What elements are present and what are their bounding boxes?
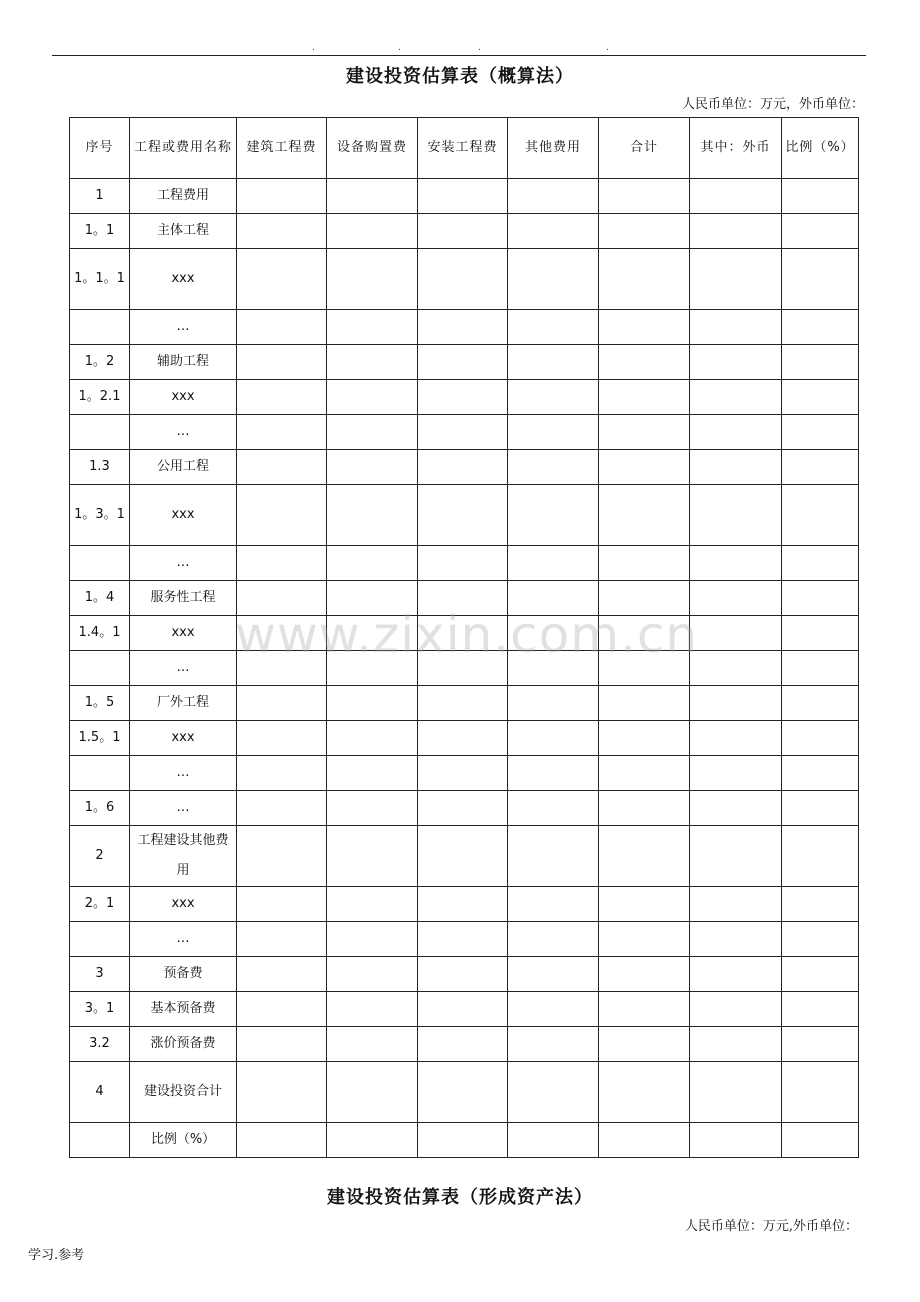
empty-cell: [782, 616, 859, 651]
column-header: 其他费用: [508, 118, 599, 179]
table-row: [70, 380, 859, 415]
empty-cell: [418, 415, 508, 450]
empty-cell: [508, 179, 599, 214]
empty-cell: [418, 791, 508, 826]
empty-cell: [508, 756, 599, 791]
empty-cell: [237, 179, 327, 214]
row-name: 建设投资合计: [130, 1062, 237, 1123]
empty-cell: [782, 756, 859, 791]
empty-cell: [418, 651, 508, 686]
empty-cell: [327, 1123, 418, 1158]
empty-cell: [418, 887, 508, 922]
column-header: 序号: [70, 118, 130, 179]
empty-cell: [690, 214, 782, 249]
empty-cell: [690, 485, 782, 546]
empty-cell: [327, 957, 418, 992]
row-number: 2。1: [70, 887, 130, 922]
empty-cell: [327, 721, 418, 756]
empty-cell: [782, 686, 859, 721]
empty-cell: [508, 887, 599, 922]
empty-cell: [782, 345, 859, 380]
empty-cell: [508, 957, 599, 992]
estimate-table: [69, 117, 859, 1158]
row-number: 3。1: [70, 992, 130, 1027]
empty-cell: [508, 345, 599, 380]
row-number: 3.2: [70, 1027, 130, 1062]
empty-cell: [327, 756, 418, 791]
empty-cell: [508, 415, 599, 450]
empty-cell: [782, 546, 859, 581]
empty-cell: [327, 1062, 418, 1123]
table-row: [70, 791, 859, 826]
empty-cell: [327, 345, 418, 380]
empty-cell: [599, 179, 690, 214]
empty-cell: [599, 546, 690, 581]
empty-cell: [418, 686, 508, 721]
empty-cell: [599, 791, 690, 826]
empty-cell: [508, 1062, 599, 1123]
row-number: 1: [70, 179, 130, 214]
table-row: [70, 686, 859, 721]
table-row: [70, 1062, 859, 1123]
table-row: [70, 826, 859, 887]
empty-cell: [782, 380, 859, 415]
empty-cell: [690, 887, 782, 922]
empty-cell: [418, 214, 508, 249]
empty-cell: [418, 826, 508, 887]
empty-cell: [599, 616, 690, 651]
empty-cell: [237, 310, 327, 345]
empty-cell: [237, 651, 327, 686]
empty-cell: [782, 415, 859, 450]
second-unit-note: 人民币单位：万元,外币单位：: [684, 1219, 858, 1234]
column-header: 比例（%）: [782, 118, 859, 179]
row-name: 公用工程: [130, 450, 237, 485]
empty-cell: [327, 922, 418, 957]
empty-cell: [418, 581, 508, 616]
empty-cell: [327, 249, 418, 310]
empty-cell: [418, 310, 508, 345]
empty-cell: [599, 1062, 690, 1123]
empty-cell: [237, 616, 327, 651]
empty-cell: [599, 214, 690, 249]
table-row: [70, 992, 859, 1027]
watermark: www.zixin.com.cn: [235, 606, 699, 664]
row-number: 1。1: [70, 214, 130, 249]
empty-cell: [508, 546, 599, 581]
row-number: 1。5: [70, 686, 130, 721]
table-row: [70, 651, 859, 686]
empty-cell: [237, 345, 327, 380]
row-number: [70, 651, 130, 686]
row-number: [70, 756, 130, 791]
row-name: xxx: [130, 616, 237, 651]
table-row: [70, 922, 859, 957]
empty-cell: [327, 310, 418, 345]
empty-cell: [237, 415, 327, 450]
empty-cell: [418, 546, 508, 581]
empty-cell: [782, 310, 859, 345]
empty-cell: [508, 826, 599, 887]
row-name: …: [130, 922, 237, 957]
row-name: …: [130, 546, 237, 581]
empty-cell: [327, 546, 418, 581]
row-number: [70, 922, 130, 957]
row-number: 3: [70, 957, 130, 992]
empty-cell: [599, 249, 690, 310]
empty-cell: [508, 651, 599, 686]
row-number: [70, 310, 130, 345]
empty-cell: [782, 1062, 859, 1123]
empty-cell: [237, 581, 327, 616]
table-row: [70, 616, 859, 651]
empty-cell: [782, 1027, 859, 1062]
row-number: 1。1。1: [70, 249, 130, 310]
empty-cell: [418, 992, 508, 1027]
row-number: [70, 546, 130, 581]
page-title: 建设投资估算表（概算法）: [346, 66, 574, 87]
empty-cell: [418, 1062, 508, 1123]
empty-cell: [418, 756, 508, 791]
row-name: 基本预备费: [130, 992, 237, 1027]
empty-cell: [599, 756, 690, 791]
empty-cell: [782, 214, 859, 249]
empty-cell: [508, 721, 599, 756]
row-number: 1.3: [70, 450, 130, 485]
empty-cell: [508, 450, 599, 485]
column-header: 建筑工程费: [237, 118, 327, 179]
row-name: 工程费用: [130, 179, 237, 214]
column-header: 设备购置费: [327, 118, 418, 179]
row-number: 1.5。1: [70, 721, 130, 756]
empty-cell: [508, 214, 599, 249]
empty-cell: [327, 1027, 418, 1062]
empty-cell: [690, 450, 782, 485]
empty-cell: [599, 450, 690, 485]
row-number: 1。6: [70, 791, 130, 826]
empty-cell: [508, 1123, 599, 1158]
row-name: xxx: [130, 249, 237, 310]
empty-cell: [418, 616, 508, 651]
empty-cell: [237, 992, 327, 1027]
empty-cell: [690, 380, 782, 415]
empty-cell: [327, 616, 418, 651]
empty-cell: [599, 922, 690, 957]
empty-cell: [690, 581, 782, 616]
empty-cell: [508, 310, 599, 345]
empty-cell: [599, 1123, 690, 1158]
empty-cell: [782, 651, 859, 686]
empty-cell: [690, 1027, 782, 1062]
row-number: 4: [70, 1062, 130, 1123]
empty-cell: [508, 791, 599, 826]
row-number: [70, 415, 130, 450]
empty-cell: [418, 922, 508, 957]
empty-cell: [327, 581, 418, 616]
header-dots: . . . .: [312, 43, 609, 53]
row-name: …: [130, 791, 237, 826]
empty-cell: [690, 546, 782, 581]
empty-cell: [237, 450, 327, 485]
empty-cell: [782, 922, 859, 957]
row-number: 1。3。1: [70, 485, 130, 546]
table-row: [70, 756, 859, 791]
empty-cell: [690, 686, 782, 721]
empty-cell: [327, 791, 418, 826]
row-name: 涨价预备费: [130, 1027, 237, 1062]
empty-cell: [599, 380, 690, 415]
table-row: [70, 415, 859, 450]
empty-cell: [599, 485, 690, 546]
empty-cell: [599, 1027, 690, 1062]
empty-cell: [690, 1062, 782, 1123]
header-rule: [52, 55, 866, 56]
row-name: 辅助工程: [130, 345, 237, 380]
empty-cell: [508, 380, 599, 415]
empty-cell: [690, 310, 782, 345]
empty-cell: [782, 826, 859, 887]
row-name: …: [130, 310, 237, 345]
row-name: 工程建设其他费用: [130, 826, 237, 887]
table-row: [70, 450, 859, 485]
empty-cell: [237, 546, 327, 581]
table-row: [70, 887, 859, 922]
empty-cell: [327, 179, 418, 214]
empty-cell: [782, 721, 859, 756]
empty-cell: [327, 887, 418, 922]
row-name: xxx: [130, 485, 237, 546]
empty-cell: [599, 415, 690, 450]
row-number: 1。2: [70, 345, 130, 380]
empty-cell: [599, 345, 690, 380]
empty-cell: [599, 957, 690, 992]
empty-cell: [690, 721, 782, 756]
empty-cell: [327, 485, 418, 546]
unit-note: 人民币单位：万元，外币单位：: [681, 97, 864, 112]
table-row: [70, 249, 859, 310]
second-table-title: 建设投资估算表（形成资产法）: [327, 1187, 593, 1208]
empty-cell: [508, 616, 599, 651]
empty-cell: [782, 249, 859, 310]
table-row: [70, 721, 859, 756]
empty-cell: [237, 791, 327, 826]
empty-cell: [599, 826, 690, 887]
table-row: [70, 345, 859, 380]
row-name: …: [130, 415, 237, 450]
empty-cell: [782, 791, 859, 826]
empty-cell: [237, 214, 327, 249]
footer-note: 学习.参考: [28, 1248, 85, 1263]
row-number: 1。4: [70, 581, 130, 616]
empty-cell: [782, 1123, 859, 1158]
empty-cell: [690, 756, 782, 791]
empty-cell: [237, 686, 327, 721]
table-header-row: [70, 118, 859, 179]
empty-cell: [782, 485, 859, 546]
empty-cell: [327, 992, 418, 1027]
empty-cell: [599, 992, 690, 1027]
row-number: 1。2.1: [70, 380, 130, 415]
row-name: …: [130, 651, 237, 686]
empty-cell: [690, 791, 782, 826]
row-name: 主体工程: [130, 214, 237, 249]
empty-cell: [418, 485, 508, 546]
table-row: [70, 546, 859, 581]
empty-cell: [690, 415, 782, 450]
table-row: [70, 214, 859, 249]
row-number: 1.4。1: [70, 616, 130, 651]
empty-cell: [599, 651, 690, 686]
row-number: 2: [70, 826, 130, 887]
table-row: [70, 179, 859, 214]
empty-cell: [782, 887, 859, 922]
empty-cell: [690, 992, 782, 1027]
table-row: [70, 485, 859, 546]
empty-cell: [599, 887, 690, 922]
empty-cell: [237, 922, 327, 957]
table-row: [70, 1123, 859, 1158]
empty-cell: [237, 380, 327, 415]
empty-cell: [690, 179, 782, 214]
empty-cell: [508, 581, 599, 616]
empty-cell: [237, 721, 327, 756]
empty-cell: [508, 1027, 599, 1062]
empty-cell: [327, 651, 418, 686]
empty-cell: [782, 179, 859, 214]
empty-cell: [418, 179, 508, 214]
column-header: 合计: [599, 118, 690, 179]
empty-cell: [690, 922, 782, 957]
empty-cell: [418, 345, 508, 380]
empty-cell: [237, 249, 327, 310]
empty-cell: [690, 345, 782, 380]
row-name: 比例（%）: [130, 1123, 237, 1158]
row-name: 服务性工程: [130, 581, 237, 616]
empty-cell: [508, 922, 599, 957]
empty-cell: [599, 581, 690, 616]
empty-cell: [327, 415, 418, 450]
row-name: 厂外工程: [130, 686, 237, 721]
column-header: 工程或费用名称: [130, 118, 237, 179]
empty-cell: [690, 249, 782, 310]
empty-cell: [599, 721, 690, 756]
empty-cell: [327, 214, 418, 249]
empty-cell: [690, 616, 782, 651]
table-row: [70, 581, 859, 616]
table-row: [70, 1027, 859, 1062]
empty-cell: [690, 826, 782, 887]
empty-cell: [327, 826, 418, 887]
empty-cell: [690, 957, 782, 992]
row-name: xxx: [130, 380, 237, 415]
row-name: 预备费: [130, 957, 237, 992]
empty-cell: [690, 1123, 782, 1158]
empty-cell: [690, 651, 782, 686]
table-row: [70, 957, 859, 992]
empty-cell: [237, 1123, 327, 1158]
empty-cell: [782, 992, 859, 1027]
row-number: [70, 1123, 130, 1158]
empty-cell: [782, 957, 859, 992]
empty-cell: [237, 1027, 327, 1062]
empty-cell: [237, 485, 327, 546]
empty-cell: [327, 686, 418, 721]
empty-cell: [237, 1062, 327, 1123]
empty-cell: [418, 249, 508, 310]
empty-cell: [508, 249, 599, 310]
empty-cell: [418, 957, 508, 992]
empty-cell: [599, 686, 690, 721]
empty-cell: [237, 826, 327, 887]
column-header: 其中：外币: [690, 118, 782, 179]
empty-cell: [327, 450, 418, 485]
table-row: [70, 310, 859, 345]
empty-cell: [327, 380, 418, 415]
empty-cell: [599, 310, 690, 345]
row-name: …: [130, 756, 237, 791]
empty-cell: [508, 485, 599, 546]
row-name: xxx: [130, 887, 237, 922]
empty-cell: [418, 1123, 508, 1158]
empty-cell: [237, 756, 327, 791]
empty-cell: [508, 992, 599, 1027]
empty-cell: [782, 581, 859, 616]
column-header: 安装工程费: [418, 118, 508, 179]
empty-cell: [418, 380, 508, 415]
empty-cell: [782, 450, 859, 485]
empty-cell: [508, 686, 599, 721]
empty-cell: [418, 450, 508, 485]
empty-cell: [418, 721, 508, 756]
row-name: xxx: [130, 721, 237, 756]
empty-cell: [418, 1027, 508, 1062]
empty-cell: [237, 957, 327, 992]
empty-cell: [237, 887, 327, 922]
